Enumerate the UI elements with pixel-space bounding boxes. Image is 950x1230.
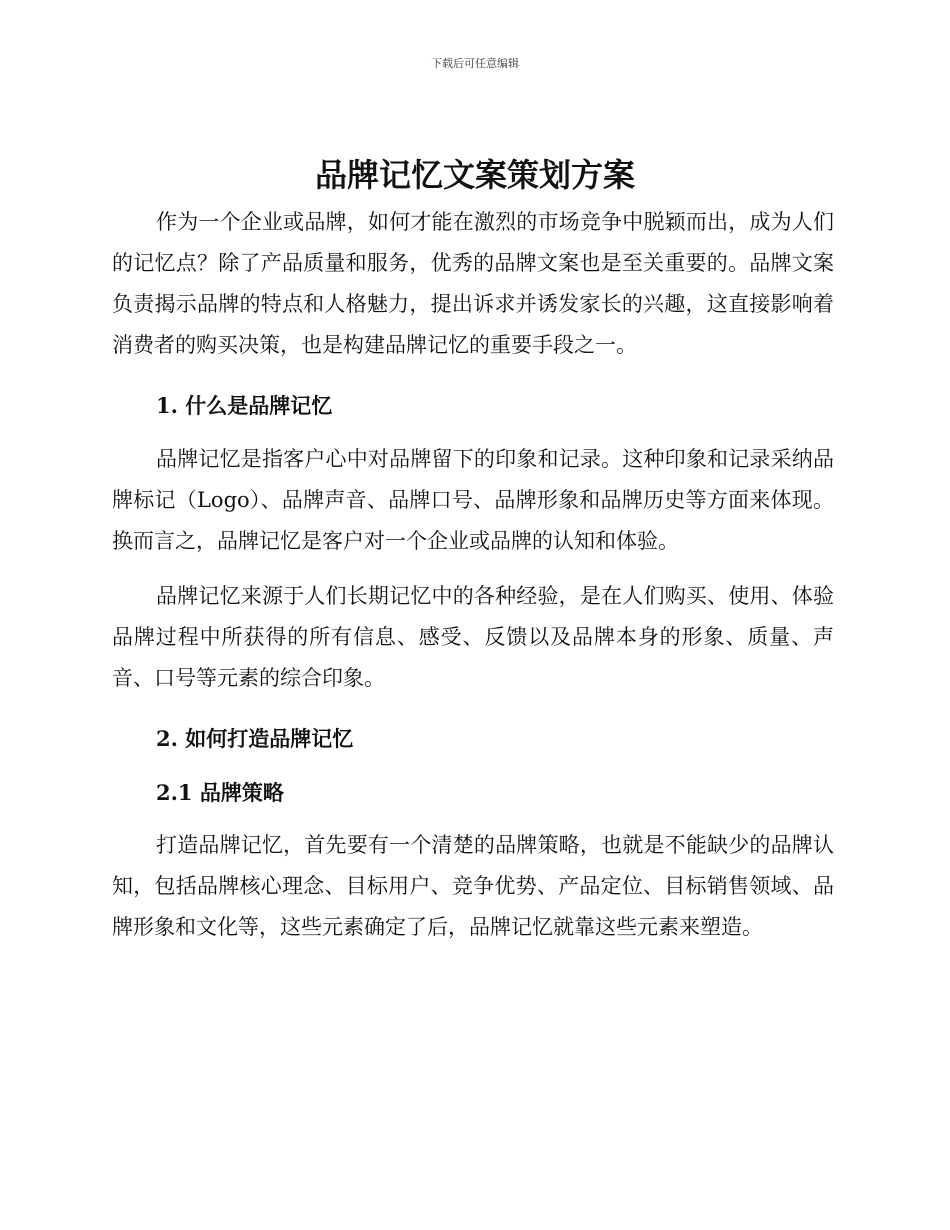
- section-2-1-paragraph: 打造品牌记忆，首先要有一个清楚的品牌策略，也就是不能缺少的品牌认知，包括品牌核心理念、目标用户、竞争优势、产品定位、目标销售领域、品牌形象和文化等，这些元素确定了后，品牌记忆就靠这些元素来塑造。: [112, 833, 834, 939]
- section-1-paragraph-2: 品牌记忆来源于人们长期记忆中的各种经验，是在人们购买、使用、体验品牌过程中所获得的所有信息、感受、反馈以及品牌本身的形象、质量、声音、口号等元素的综合印象。: [112, 584, 834, 690]
- section-1-heading: 1. 什么是品牌记忆: [156, 393, 333, 418]
- intro-paragraph: 作为一个企业或品牌，如何才能在激烈的市场竞争中脱颖而出，成为人们的记忆点？除了产品质量和服务，优秀的品牌文案也是至关重要的。品牌文案负责揭示品牌的特点和人格魅力，提出诉求并诱发家长的兴趣，这直接影响着消费者的购买决策，也是构建品牌记忆的重要手段之一。: [112, 210, 834, 357]
- document-title: 品牌记忆文案策划方案: [314, 156, 635, 194]
- section-2-heading: 2. 如何打造品牌记忆: [156, 726, 354, 751]
- header-note: 下载后可任意编辑: [431, 57, 519, 70]
- section-2-1-heading: 2.1 品牌策略: [156, 780, 284, 805]
- section-1-paragraph-1: 品牌记忆是指客户心中对品牌留下的印象和记录。这种印象和记录采纳品牌标记（Logo）、品牌声音、品牌口号、品牌形象和品牌历史等方面来体现。换而言之，品牌记忆是客户对一个企业或品牌的认知和体验。: [112, 447, 834, 553]
